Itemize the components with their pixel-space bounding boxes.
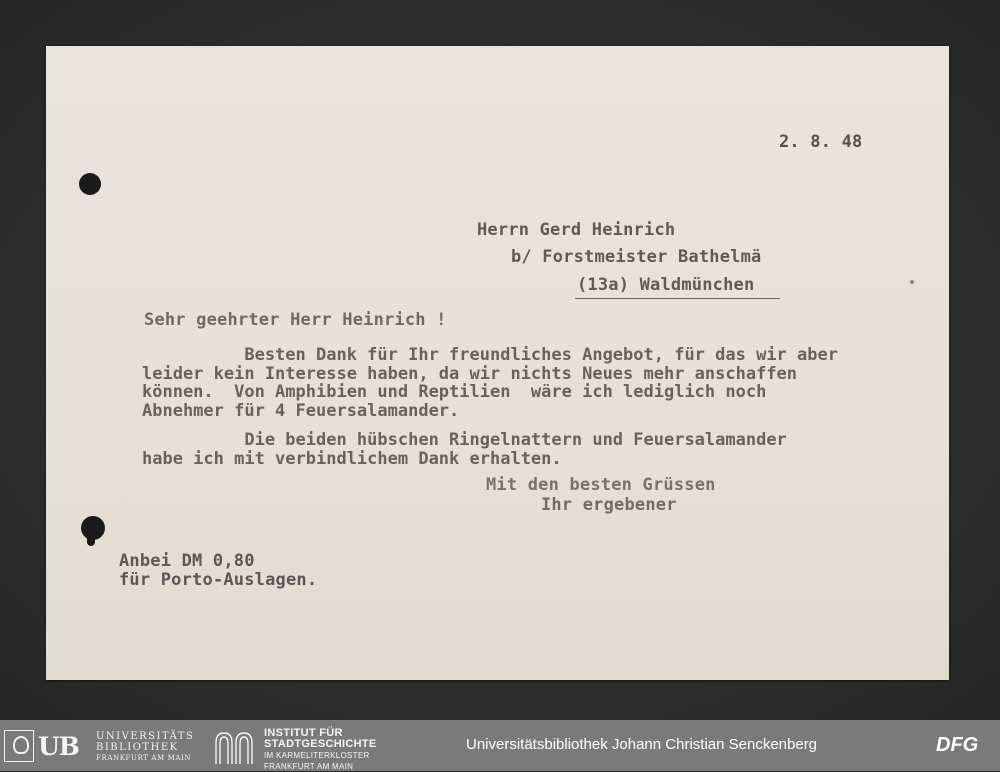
ub-line-1: UNIVERSITÄTS [96,731,195,742]
punch-hole-bottom [81,516,105,540]
salutation: Sehr geehrter Herr Heinrich ! [144,310,447,330]
body-line: Abnehmer für 4 Feuersalamander. [142,400,460,421]
letter-card [46,46,949,680]
letter-body [142,346,882,468]
closing-greeting: Mit den besten Grüssen [486,475,716,495]
isg-line-1: INSTITUT FÜR [264,727,343,739]
isg-logo-text [264,728,376,772]
isg-line-4: FRANKFURT AM MAIN [264,762,354,771]
recipient-town: (13a) Waldmünchen [577,275,755,295]
isg-logo[interactable] [214,727,414,771]
recipient-name: Herrn Gerd Heinrich [477,220,676,240]
punch-hole-top [79,173,101,195]
isg-line-2: STADTGESCHICHTE [264,738,377,750]
ub-line-2: BIBLIOTHEK [96,742,179,753]
footer-bar [0,720,1000,771]
isg-line-3: IM KARMELITERKLOSTER [264,751,370,760]
footer-title: Universitätsbibliothek Johann Christian Senckenberg [466,736,818,753]
enclosure-note: Anbei DM 0,80 [119,551,255,571]
town-underline [575,298,780,299]
body-line: leider kein Interesse haben, da wir nichts Neues mehr anschaffen [142,363,798,384]
recipient-care-of: b/ Forstmeister Bathelmä [511,247,762,267]
closing-sign-off: Ihr ergebener [541,495,677,515]
ub-logo-letters: UB [38,732,79,761]
ub-line-3: FRANKFURT AM MAIN [96,754,192,762]
enclosure-purpose: für Porto-Auslagen. [119,570,318,590]
body-line: Die beiden hübschen Ringelnattern und Feuersalamander [142,430,787,450]
ub-logo-text [96,731,194,764]
body-line: habe ich mit verbindlichem Dank erhalten. [142,448,562,469]
letter-date: 2. 8. 48 [779,132,863,152]
dfg-logo[interactable]: DFG [936,734,979,756]
body-line: Besten Dank für Ihr freundliches Angebot, für das wir aber [142,345,838,365]
portrait-icon [4,730,34,762]
paper-speck [910,280,914,284]
body-line: können. Von Amphibien und Reptilien wäre ich lediglich noch [142,382,767,402]
arches-icon [214,729,254,765]
ub-logo[interactable] [4,730,204,764]
